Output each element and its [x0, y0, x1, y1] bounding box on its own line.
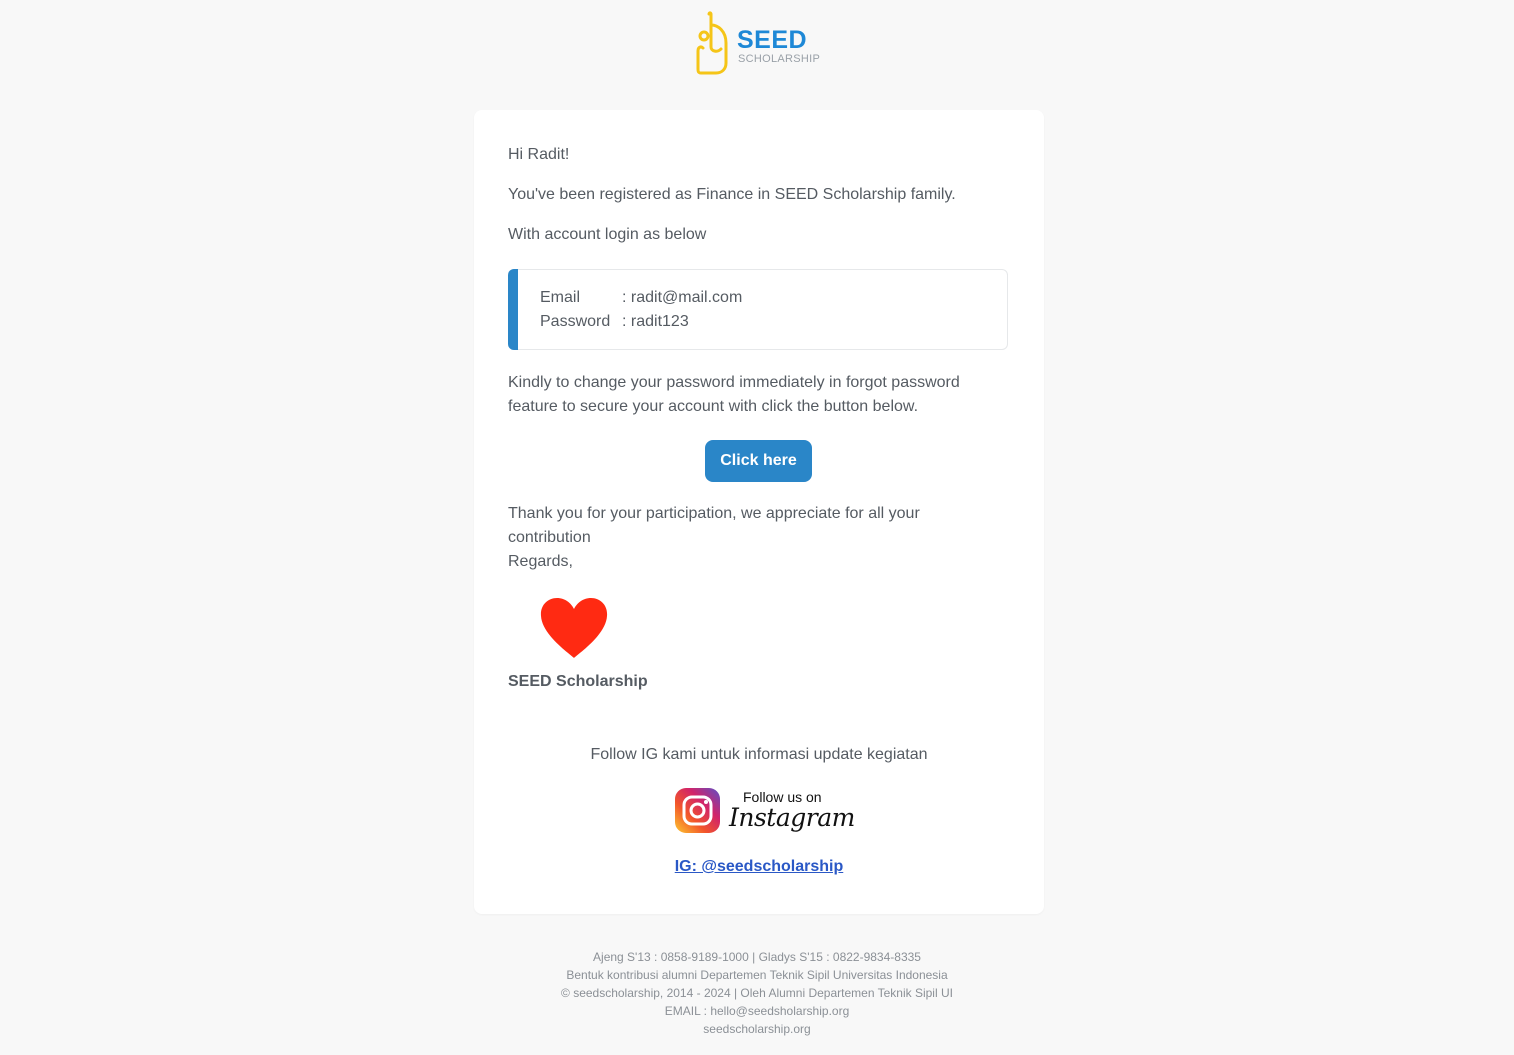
credentials-box [508, 269, 1008, 350]
password-credential-row [540, 310, 689, 334]
seed-logo [695, 11, 825, 77]
change-password-text: Kindly to change your password immediately in forgot password feature to secure your account with click the button below. [508, 374, 960, 415]
footer-contacts: Ajeng S'13 : 0858-9189-1000 | Gladys S'15 : 0822-9834-8335 [593, 950, 921, 964]
ig-handle-link[interactable]: IG: @seedscholarship [674, 858, 844, 875]
password-value: : radit123 [622, 313, 689, 330]
instagram-wordmark: Instagram [729, 803, 855, 832]
footer-website: seedscholarship.org [703, 1022, 811, 1036]
password-label: Password [540, 313, 611, 330]
heart-icon [540, 597, 608, 659]
click-here-button[interactable]: Click here [705, 440, 812, 482]
email-header [0, 0, 1514, 110]
signature: SEED Scholarship [508, 673, 648, 690]
follow-us-on-instagram-badge[interactable] [675, 788, 855, 836]
thanks-text: Thank you for your participation, we appreciate for all your contribution [508, 505, 920, 546]
greeting: Hi Radit! [508, 146, 570, 163]
follow-ig-text: Follow IG kami untuk informasi update kegiatan [590, 746, 928, 763]
email-label: Email [540, 289, 581, 306]
logo-brand-text: SEED [737, 26, 808, 54]
intro-text: You've been registered as Finance in SEED Scholarship family. [508, 186, 956, 203]
follow-us-on-text: Follow us on [743, 789, 822, 805]
email-credential-row [540, 286, 742, 310]
seed-hand-mark-icon [695, 11, 735, 77]
email-card [474, 110, 1044, 914]
login-intro-text: With account login as below [508, 226, 707, 243]
footer-contribution: Bentuk kontribusi alumni Departemen Teknik Sipil Universitas Indonesia [566, 968, 948, 982]
footer-copyright: © seedscholarship, 2014 - 2024 | Oleh Alumni Departemen Teknik Sipil UI [561, 986, 953, 1000]
regards-text: Regards, [508, 553, 573, 570]
email-value: : radit@mail.com [622, 289, 743, 306]
footer-email: EMAIL : hello@seedsholarship.org [664, 1004, 850, 1018]
ig-link-container [474, 855, 1044, 879]
logo-sub-text: SCHOLARSHIP [738, 53, 821, 65]
instagram-icon [675, 788, 720, 833]
credentials-accent-bar [508, 269, 518, 350]
email-footer [0, 948, 1514, 1038]
